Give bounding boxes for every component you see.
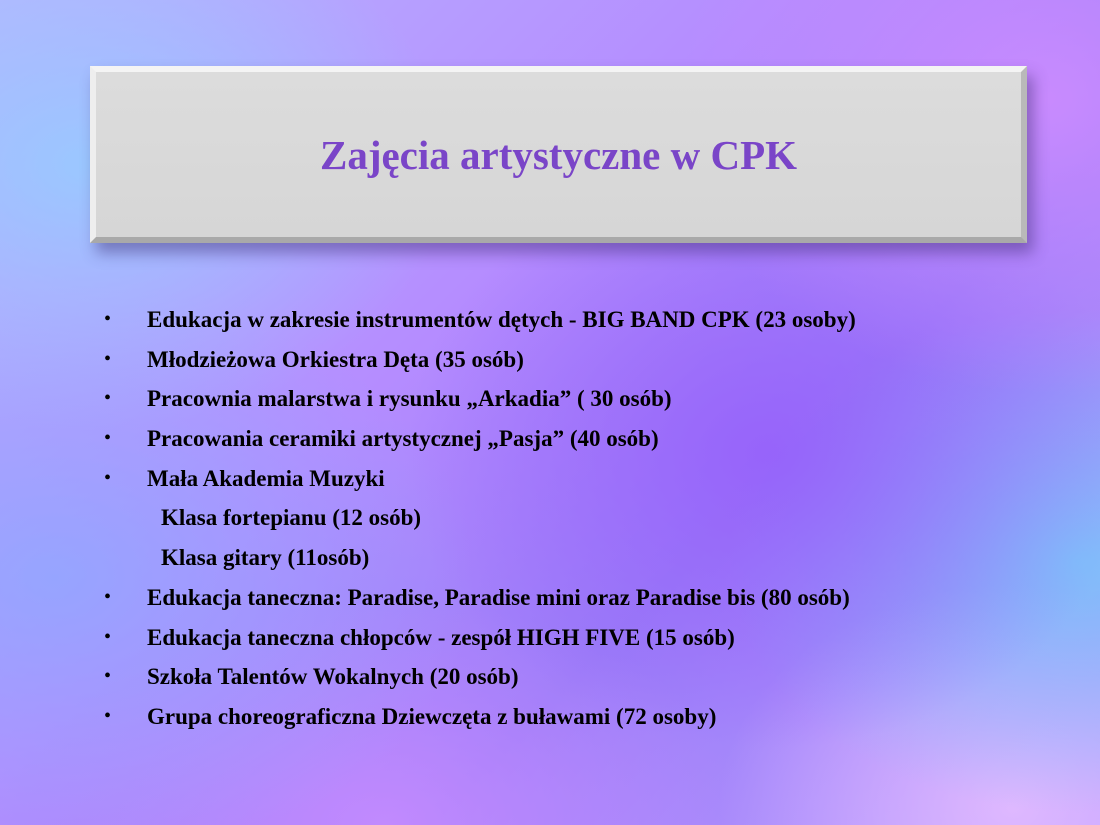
slide-title: Zajęcia artystyczne w CPK (319, 131, 798, 178)
bullet-icon: • (104, 347, 112, 370)
list-item (100, 578, 1060, 618)
bullet-icon: • (104, 704, 112, 727)
activity-list (100, 300, 1060, 737)
list-item (100, 697, 1060, 737)
bullet-icon: • (104, 308, 112, 330)
list-item-text: Mała Akademia Muzyki (147, 465, 385, 491)
list-subitem-text: Klasa gitary (11osób) (161, 545, 370, 571)
bullet-icon: • (104, 625, 112, 648)
list-item-text: Pracowania ceramiki artystycznej „Pasja” (40 osób) (147, 426, 659, 452)
list-item-text: Edukacja taneczna: Paradise, Paradise mini oraz Paradise bis (80 osób) (147, 584, 850, 610)
bullet-icon: • (104, 665, 112, 688)
list-item-text: Młodzieżowa Orkiestra Dęta (35 osób) (147, 346, 524, 372)
list-item-text: Pracownia malarstwa i rysunku „Arkadia” ( 30 osób) (147, 386, 672, 412)
list-subitem (100, 498, 1060, 538)
list-item (100, 459, 1060, 499)
list-item (100, 657, 1060, 697)
list-item (100, 618, 1060, 658)
title-box (90, 66, 1027, 243)
list-item (100, 419, 1060, 459)
bullet-icon: • (104, 585, 112, 608)
list-item (100, 379, 1060, 419)
bullet-icon: • (104, 387, 112, 410)
bullet-icon: • (104, 427, 112, 450)
list-item-text: Edukacja taneczna chłopców - zespół HIGH FIVE (15 osób) (147, 624, 735, 650)
list-subitem (100, 538, 1060, 578)
list-item-text: Edukacja w zakresie instrumentów dętych - BIG BAND CPK (23 osoby) (147, 307, 856, 332)
list-item-text: Szkoła Talentów Wokalnych (20 osób) (147, 664, 519, 690)
list-item (100, 300, 1060, 340)
list-subitem-text: Klasa fortepianu (12 osób) (161, 505, 422, 531)
list-item-text: Grupa choreograficzna Dziewczęta z buławami (72 osoby) (147, 703, 717, 729)
bullet-icon: • (104, 466, 112, 489)
list-item (100, 340, 1060, 380)
